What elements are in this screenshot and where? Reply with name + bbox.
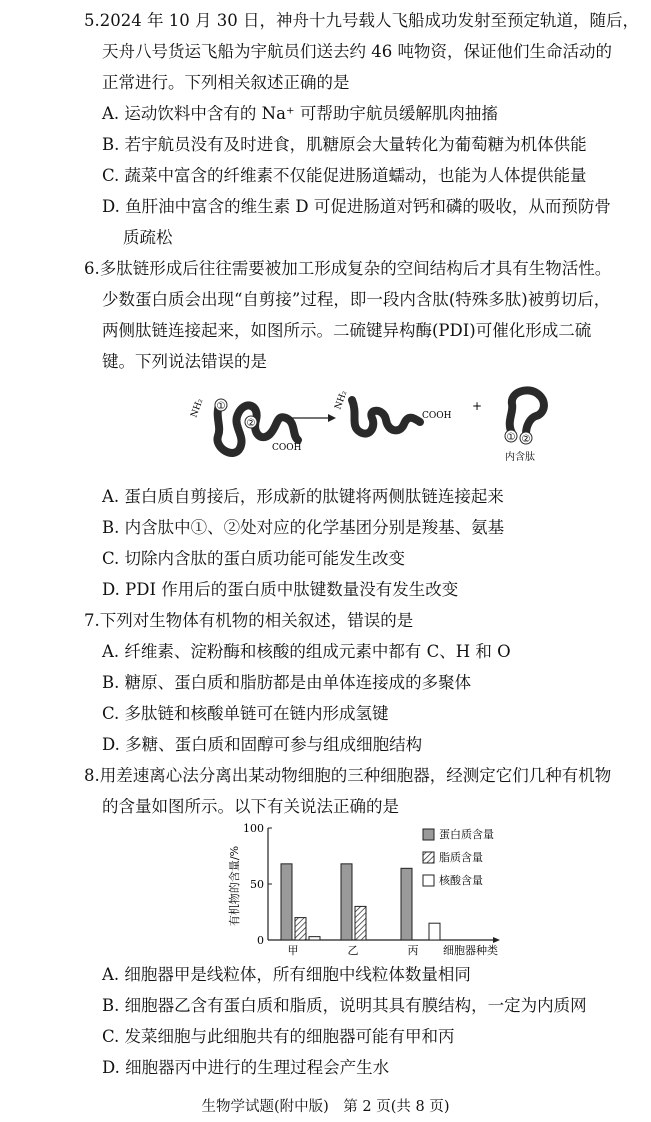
q5-stem-line-3: 正常进行。下列相关叙述正确的是: [102, 73, 350, 92]
q6-stem-line-2: 少数蛋白质会出现“自剪接”过程，即一段内含肽(特殊多肽)被剪切后，: [102, 290, 611, 309]
q6-stem-line-1: 6.多肽链形成后往往需要被加工形成复杂的空间结构后才具有生物活性。: [84, 259, 612, 278]
q8-option-b: B. 细胞器乙含有蛋白质和脂质，说明其具有膜结构，一定为内质网: [102, 996, 587, 1015]
precursor-site-2: ②: [246, 418, 256, 429]
q5-option-b: B. 若宇航员没有及时进食，肌糖原会大量转化为葡萄糖为机体供能: [102, 135, 587, 154]
intein: [505, 390, 544, 463]
chart-bar: [309, 937, 320, 940]
chart-x-category-label: 丙: [407, 944, 419, 957]
chart-legend-label: 蛋白质含量: [439, 828, 494, 841]
precursor-nh2-label: NH₂: [189, 397, 206, 420]
chart-y-tick-label: 100: [243, 822, 264, 835]
q6-stem-line-4: 键。下列说法错误的是: [102, 352, 267, 371]
chart-y-tick-label: 50: [250, 878, 264, 891]
q7-option-a: A. 纤维素、淀粉酶和核酸的组成元素中都有 C、H 和 O: [102, 642, 511, 661]
q8-stem-line-2: 的含量如图所示。以下有关说法正确的是: [102, 797, 399, 816]
chart-bar: [295, 918, 306, 940]
chart-bar: [401, 868, 412, 940]
q5-option-a: A. 运动饮料中含有的 Na⁺ 可帮助宇航员缓解肌肉抽搐: [102, 104, 498, 123]
precursor-cooh-label: COOH: [272, 443, 302, 453]
q8-option-a: A. 细胞器甲是线粒体，所有细胞中线粒体数量相同: [102, 965, 471, 984]
process-arrow: [288, 414, 336, 422]
chart-x-category-label: 甲: [287, 944, 299, 957]
organelle-content-chart: [228, 818, 528, 958]
chart-bar: [355, 906, 366, 940]
spliced-protein: [333, 389, 451, 434]
chart-y-axis-label: 有机物的含量/%: [228, 845, 241, 927]
chart-legend-label: 脂质含量: [439, 851, 483, 864]
chart-x-axis-arrow: [493, 937, 500, 943]
q6-option-d: D. PDI 作用后的蛋白质中肽键数量没有发生改变: [102, 580, 459, 599]
splicing-figure: [180, 378, 560, 478]
chart-bar: [429, 923, 440, 940]
q8-option-c: C. 发菜细胞与此细胞共有的细胞器可能有甲和丙: [102, 1027, 455, 1046]
q8-stem-line-1: 8.用差速离心法分离出某动物细胞的三种细胞器，经测定它们几种有机物: [84, 766, 612, 785]
q5-stem-line-2: 天舟八号货运飞船为宇航员们送去约 46 吨物资，保证他们生命活动的: [102, 42, 612, 61]
chart-x-category-label: 乙: [347, 944, 359, 957]
q5-option-d-cont: 质疏松: [123, 228, 173, 247]
q5-option-d: D. 鱼肝油中富含的维生素 D 可促进肠道对钙和磷的吸收，从而预防骨: [102, 197, 611, 216]
q7-option-d: D. 多糖、蛋白质和固醇可参与组成细胞结构: [102, 735, 423, 754]
intein-site-2: ②: [521, 434, 531, 445]
q7-option-c: C. 多肽链和核酸单链可在链内形成氢键: [102, 704, 389, 723]
q5-option-c: C. 蔬菜中富含的纤维素不仅能促进肠道蠕动，也能为人体提供能量: [102, 166, 587, 185]
chart-bar: [341, 864, 352, 940]
spliced-cooh-label: COOH: [422, 411, 452, 421]
q6-option-a: A. 蛋白质自剪接后，形成新的肽键将两侧肽链连接起来: [102, 487, 504, 506]
chart-legend-swatch: [423, 829, 434, 840]
q6-stem-line-3: 两侧肽链连接起来，如图所示。二硫键异构酶(PDI)可催化形成二硫: [102, 321, 592, 340]
q7-option-b: B. 糖原、蛋白质和脂肪都是由单体连接成的多聚体: [102, 673, 472, 692]
chart-legend-label: 核酸含量: [439, 874, 483, 887]
q5-stem-line-1: 5.2024 年 10 月 30 日，神舟十九号载人飞船成功发射至预定轨道，随后，: [84, 11, 639, 30]
chart-y-tick-label: 0: [257, 934, 264, 947]
precursor-protein: [189, 397, 301, 453]
plus-sign: +: [472, 399, 483, 413]
spliced-nh2-label: NH₂: [333, 389, 350, 412]
precursor-site-1: ①: [216, 401, 226, 412]
page-footer: 生物学试题(附中版) 第 2 页(共 8 页): [201, 1099, 450, 1115]
intein-label: 内含肽: [505, 452, 535, 463]
chart-bar: [281, 864, 292, 940]
chart-legend-swatch: [423, 852, 434, 863]
chart-legend-swatch: [423, 875, 434, 886]
intein-site-1: ①: [506, 432, 516, 443]
q6-option-b: B. 内含肽中①、②处对应的化学基团分别是羧基、氨基: [102, 518, 505, 537]
chart-x-axis-label: 细胞器种类: [443, 944, 498, 957]
q8-option-d: D. 细胞器丙中进行的生理过程会产生水: [102, 1058, 390, 1077]
q6-option-c: C. 切除内含肽的蛋白质功能可能发生改变: [102, 549, 406, 568]
q7-stem-line-1: 7.下列对生物体有机物的相关叙述，错误的是: [84, 611, 414, 630]
